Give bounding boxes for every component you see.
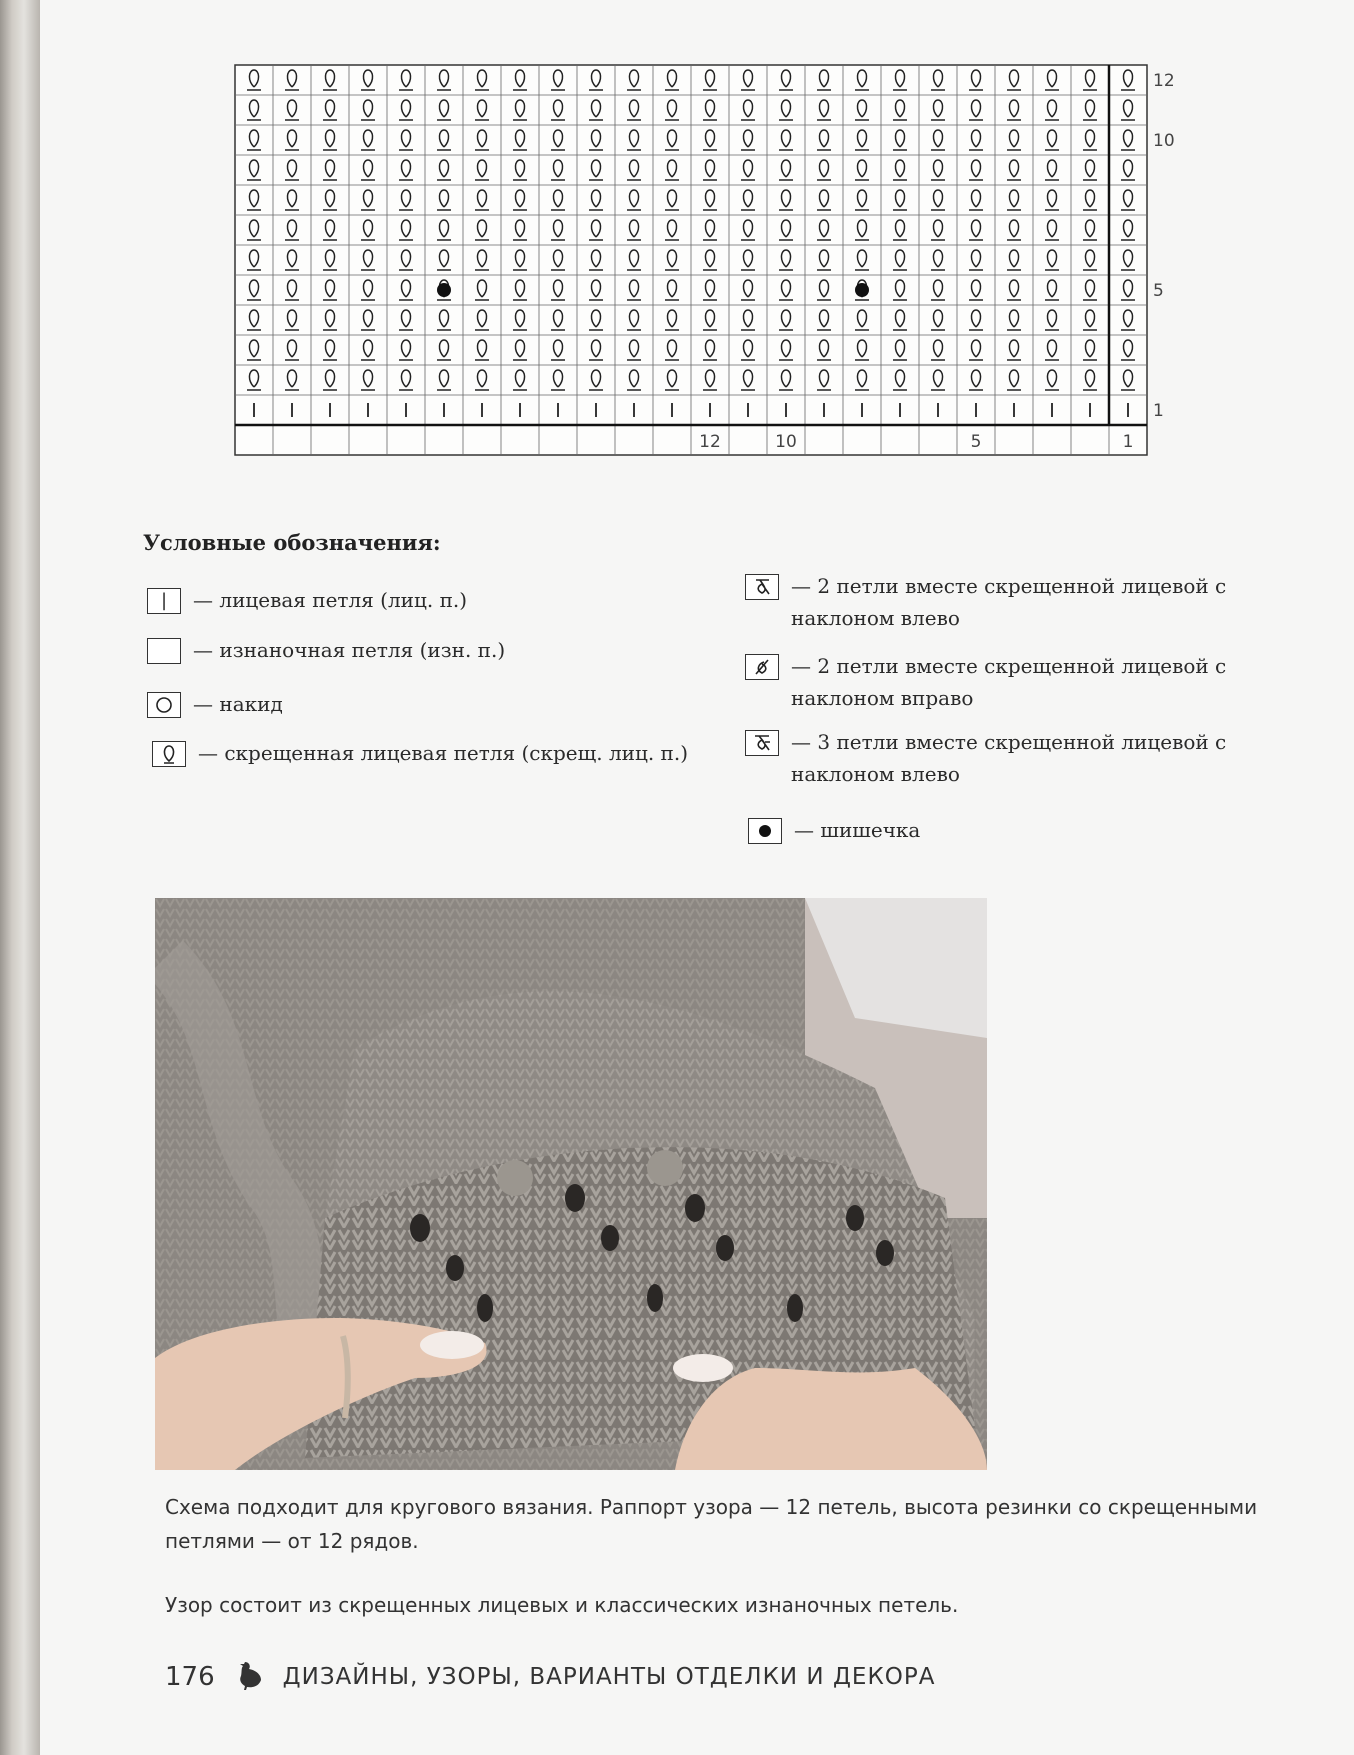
- legend-item-bobble: [748, 814, 920, 846]
- knitting-chart: [225, 45, 1205, 485]
- row-label: 1: [1153, 401, 1164, 421]
- legend-text: — изнаночная петля (изн. п.): [193, 638, 506, 662]
- purl-symbol-icon: [147, 638, 181, 664]
- legend-title: Условные обозначения:: [143, 530, 441, 555]
- paragraph: Узор состоит из скрещенных лицевых и классических изнаночных петель.: [165, 1593, 959, 1617]
- book-page-edge: [0, 0, 40, 1755]
- row-label: 10: [1153, 131, 1175, 151]
- page-number: 176: [165, 1662, 215, 1692]
- row-label: 12: [1153, 71, 1175, 91]
- yarn-over-symbol-icon: [147, 692, 181, 718]
- legend-text: — 3 петли вместе скрещенной лицевой с наклоном влево: [791, 730, 1227, 786]
- bobble-symbol-icon: [748, 818, 782, 844]
- decrease-right-symbol-icon: [745, 654, 779, 680]
- decrease-3-left-symbol-icon: [745, 730, 779, 756]
- legend-text: — накид: [193, 692, 283, 716]
- legend-item-k2tog-right: [745, 650, 1261, 714]
- column-label: 12: [699, 432, 721, 452]
- bobble-mark: [437, 283, 451, 297]
- page-footer: [165, 1660, 935, 1694]
- bobble-mark: [855, 283, 869, 297]
- twisted-stitch-symbol-icon: [152, 741, 186, 767]
- rooster-icon: [237, 1660, 263, 1694]
- legend-item-yo: [147, 688, 283, 720]
- legend-text: — скрещенная лицевая петля (скрещ. лиц. п.): [198, 741, 689, 765]
- column-label: 5: [970, 432, 982, 452]
- decrease-left-symbol-icon: [745, 574, 779, 600]
- legend-text: — лицевая петля (лиц. п.): [193, 588, 468, 612]
- knit-symbol-icon: |: [147, 588, 181, 614]
- legend-item-twisted: [152, 737, 688, 769]
- legend-item-knit: [147, 584, 467, 616]
- legend-text: — шишечка: [794, 818, 921, 842]
- column-label: 1: [1122, 432, 1134, 452]
- legend-text: — 2 петли вместе скрещенной лицевой с наклоном влево: [791, 574, 1227, 630]
- paragraph: Схема подходит для кругового вязания. Раппорт узора — 12 петель, высота резинки со скрещенными петлями — от 12 рядов.: [165, 1495, 1258, 1553]
- section-title: ДИЗАЙНЫ, УЗОРЫ, ВАРИАНТЫ ОТДЕЛКИ И ДЕКОРА: [282, 1664, 936, 1690]
- legend-text: — 2 петли вместе скрещенной лицевой с наклоном вправо: [791, 654, 1227, 710]
- legend-item-purl: [147, 634, 505, 666]
- legend-item-k3tog-left: [745, 726, 1261, 790]
- row-label: 5: [1153, 281, 1164, 301]
- legend-item-k2tog-left: [745, 570, 1261, 634]
- knitted-sample-photo: [155, 898, 987, 1470]
- column-label: 10: [775, 432, 797, 452]
